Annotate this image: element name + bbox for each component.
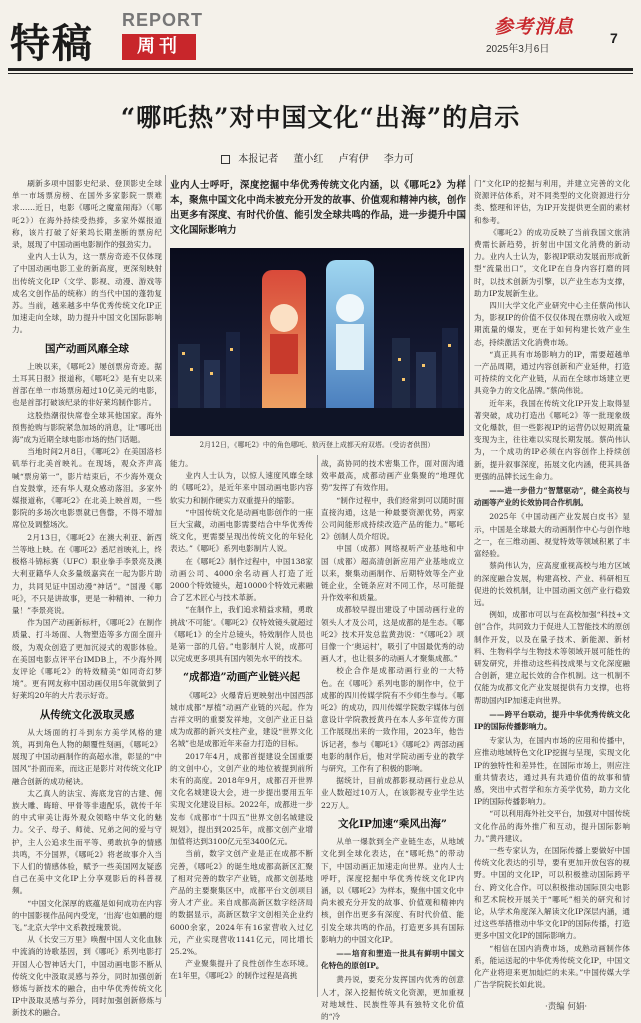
headline: “哪吒热”对中国文化“出海”的启示: [120, 103, 521, 132]
paragraph: 2月13日，《哪吒2》在澳大利亚、新西兰等地上映。在《哪吒2》悉尼首映礼上，终极格斗锦标赛（UFC）职业拳手李景亮及澳大利亚籍华人众多量级嘉宾在一起为影片助力，共同见证中国动漫“神话”。“国漫《哪吒》，不只是讲故事，更是一种精神、一种力量！”李景亮说。: [12, 532, 162, 615]
paragraph: 业内人士认为，这一票房奇迹不仅体现了中国动画电影工业的新高度，更深刻映射出传统文化IP（文学、影视、动漫、游戏等成名文创作品的统称）的当代中国的蓬勃复苏。当前，越来越多中华优秀传统文化IP正加速走向全球，助力提升中国文化国际影响力。: [12, 252, 162, 335]
article-column-3: [321, 458, 464, 1021]
bold-paragraph: ——进一步借力“智慧驱动”，健全高校与动画等产业的长效协同合作机制。: [474, 486, 630, 508]
paragraph: 能力。: [170, 459, 193, 468]
paragraph: “在制作上，我们追求精益求精，勇敢挑战‘不可能’。《哪吒2》仅特效镜头就超过《哪吒1》的全片总镜头，特效制作人员也是第一部的几倍。”电影制片人说，成都可以完成更多项具有国内领先水平的技术。: [170, 605, 313, 664]
paragraph: 在《哪吒2》制作过程中，中国138家动画公司、4000余名动画人打造了近2000个特效镜头，超10000个特效元素融合了艺术匠心与技术革新。: [170, 556, 313, 603]
bold-paragraph: ——跨平台联动，提升中华优秀传统文化IP的国际传播影响力。: [474, 709, 630, 731]
weekly-badge: 周刊: [122, 34, 196, 60]
paragraph: 2025年《中国动画产业发展白皮书》显示，中国是全球最大的动画制作中心与创作地之一，在三维动画、视觉特效等领域积累了丰富经验。: [474, 512, 630, 559]
photo-caption: 2月12日，《哪吒2》中的角色哪吒、敖丙登上成都天府双塔。（受访者供图）: [199, 441, 435, 449]
paragraph: 战，高协同的技术密集工作，面对面沟通效率最高，成都动画产业集聚的“地理优势”发挥了有效作用。: [321, 459, 464, 493]
report-label: REPORT: [122, 10, 204, 30]
paragraph: 从《长安三万里》唤醒中国人文化血脉中流淌的诗歌基因，到《哪吒》系列电影打开国人心智神话大门，中国动画电影不断从传统文化中汲取灵感与养分，同时加强创新修炼与新技术的融合，由中华优秀传统文化IP中汲取灵感与养分，同时加强创新修炼与新技术的融合。: [12, 935, 162, 1018]
paragraph: 从大场面的打斗到东方美学风格的建筑，再到角色人物的颠覆性刻画，《哪吒2》展现了中国动画制作的高超水准，彰显的“中国风”扑面而来，而这正是影片对传统文化IP融合创新的成功秘诀。: [12, 727, 162, 786]
subheading: “成都造”动画产业链兴起: [182, 671, 301, 684]
editor-signature: ·责编 何娟·: [545, 1002, 588, 1012]
paragraph: 从单一爆款到全产业链生态，从地域文化到全球化表达，在“哪吒热”的带动下，中国动画正加速走向世界。业内人士呼吁，深度挖掘中华优秀传统文化IP内涵，以《哪吒2》为样本，聚焦中国文化中尚未被充分开发的故事、价值观和精神内核，创作出更多有深度、有时代价值、能引发全球共鸣的作品，打造更多具有国际影响力的中国文化IP。: [321, 837, 464, 944]
byline: [0, 150, 641, 165]
paragraph: “中国文化深厚的底蕴是如何成功在内容的中国影视作品间内受宠，‘出海’也如鹏的翅飞。”北京大学中文系教授瑰景说。: [12, 898, 162, 932]
article-column-2: [170, 458, 313, 993]
paragraph: 校企合作是成都动画行业的一大特色。在《哪吒》系列电影的制作中，位于成都的四川传媒学院有不少师生参与。《哪吒2》的成功，四川传媒学院数字媒体与创意设计学院教授黄丹在本人多年宣传方面工作展现出来的一致作用，2023年，他告诉记者，参与《哪吒1》《哪吒2》两部动画电影的制作后，他对学院动画专业的教学与研究，工作有了积极的影响。: [321, 666, 464, 774]
column-divider: [165, 175, 166, 997]
paragraph: 近年来，我国在传统文化IP开发上取得显著突破，成功打造出《哪吒2》等一批现象级文化爆款，但一些影视IP的运营仍以短期流量变现为主，往往难以实现长期发展。蔡尚伟认为，一个成功的IP必须在内容创作上持续创新，提升叙事深度，拓展文化内涵，使其具备更强的品牌长远生命力。: [474, 398, 630, 481]
paragraph: 门”文化IP的挖掘与利用，并建立完善的文化资源评估体系，对不同类型的文化资源进行分类、整理和评估，为IP开发提供更全面的素材和参考。: [474, 179, 630, 225]
subheading: 从传统文化汲取灵感: [39, 708, 135, 721]
paragraph: “真正具有市场影响力的IP，需要超越单一产品周期，通过内容创新和产业延伸，打造可持续的文化产业链，从而在全球市场建立更具竞争力的文化品牌。”蔡尚伟说。: [474, 349, 630, 396]
paragraph: 作为国产动画新标杆，《哪吒2》在制作质量、打斗场面、人物塑造等多方面全面升级，为观众创造了更加沉浸式的观影体验。在美国电影点评平台IMDB上，不少海外网友评论《哪吒2》的特效精美“如同奇幻梦境”。更有网友称中国动画仅用5年就做到了好莱坞20年的大片表示好奇。: [12, 618, 162, 701]
masthead-rule-thick: [8, 68, 633, 71]
byline-square-icon: [221, 155, 230, 164]
byline-prefix: 本报记者: [238, 154, 279, 165]
paragraph: 2017年4月，成都首提建设全国重要的文创中心，文创产业的地位被提到前所未有的高度。2018年9月，成都召开世界文化名城建设大会，进一步提出要用五年实现文化建设目标。2022年，成都进一步发布《成都市“十四五”世界文创名城建设规划》，提出到2025年，成都文创产业增加值将达到3100亿元至3400亿元。: [170, 751, 313, 847]
paragraph: 业内人士认为，以惊人速度风靡全球的《哪吒2》，是近年来中国动画电影内容软实力和制作硬实力双重提升的缩影。: [170, 471, 313, 505]
paragraph: 这股热潮很快席卷全球其他国家。海外预售抢购与影院紧急加场的消息，让“哪吒出海”成为近期全球电影市场的热门话题。: [12, 410, 162, 445]
article-photo: [170, 248, 464, 436]
paragraph: “可以利用海外社交平台，加强对中国传统文化作品的海外推广和互动，提升国际影响力。”黄丹建议。: [474, 809, 630, 843]
paragraph: 《哪吒2》的成功反映了当前我国文旅消费需长新趋势，折射出中国文化消费的新动力。业内人士认为，影视IP联动发展而形成新型“流量出口”，文化IP在自身内容打磨的同时，以技术创新为引擎，以产业生态为支撑，助力IP发展新生业。: [474, 227, 630, 298]
paragraph: 专家认为，在国内市场的应用和传播中，应推动地域特色文化IP挖掘与呈现，实现文化IP的独特性和差异性，在国际市场上，则应注重共情表达，通过具有共通价值的故事和情感，突出中式哲学和东方美学优势，助力文化IP的国际传播影响力。: [474, 736, 630, 807]
author: 卢宥伊: [338, 154, 369, 165]
article-column-4: [474, 178, 630, 993]
paragraph: 产业聚集提升了良性创作生态环境。在1年里，《哪吒2》的制作过程是高挑: [170, 959, 313, 981]
author: 董小红: [293, 154, 324, 165]
author: 李力可: [383, 154, 414, 165]
paragraph: 据统计，目前成都影视动画行业总从业人数超过10万人，在该影视专业学生达22万人。: [321, 776, 464, 810]
column-divider: [317, 455, 318, 997]
subheading: 国产动画风靡全球: [45, 342, 129, 355]
lead-summary: 业内人士呼吁，深度挖掘中华优秀传统文化内涵，以《哪吒2》为样本，聚焦中国文化中尚未被充分开发的故事、价值观和精神内核，创作出更多有深度、有时代价值、能引发全球共鸣的作品，进一步提升中国文化国际影响力: [170, 180, 466, 236]
masthead: [0, 0, 641, 88]
paragraph: 四川大学文化产业研究中心主任蔡尚伟认为，影视IP的价值不仅仅体现在票房收入或短期流量的爆发，更在于如何构建长效产业生态，持续激活文化消费市场。: [474, 301, 630, 347]
paragraph: 上映以来，《哪吒2》屡创票房奇迹。据土耳其日报》报道称，《哪吒2》是有史以来首部在单一市场票房超过10亿美元的电影，也是首部打破该纪录的非好莱坞制作影片。: [12, 361, 162, 408]
article-column-1: [12, 178, 162, 1018]
paragraph: “相信在国内消费市场，成熟动画制作体系，能运送起的中华优秀传统文化IP，中国文化产业将迎来更加灿烂的未来。”中国传媒大学广告学院院长如此说。: [474, 943, 630, 990]
paragraph: 蔡尚伟认为，应高度重视高校与地方区域的深度融合发展，构建高校、产业、科研相互促进的长效机制，让中国动画文创产业行稳致远。: [474, 561, 630, 607]
paper-logo: 参考消息: [494, 16, 575, 38]
page-number: 7: [610, 30, 618, 46]
chengdu-towers-illustration: [170, 248, 464, 436]
paragraph: 一些专家认为，在国际传播上要做好中国传统文化表达的引导，要有更加开放包容的视野。中国的文化IP，可以积极推动国际跨平台、跨文化合作。可以积极推动国际顶尖电影和艺术院校开展关于“哪吒”相关的研究和讨论，从学术角度深入解读文化IP深层内涵，通过这些举措推动中华文化IP的国际传播，打造更多中国文化IP的国际影响力。: [474, 845, 630, 941]
paragraph: “制作过程中，我们经常到可以随时面直接沟通，这是一种最要资源优势，两家公司间能形成持续改造产品的能力。”哪吒2》创制人员介绍说。: [321, 495, 464, 542]
paragraph: 太乙真人的法宝、海底龙宫的古建、佣族大雕、晦暗、甲骨等非遗配乐，就传千年的中式审美让海外观众领略中华文化的魅力。父子、母子、师徒、兄弟之间的爱与守护，主人公追求生而平等、勇敢抗争的情感共鸣，不分国界，《哪吒2》将老故事介入当下人们的情感体验，赋予一些美国网友疑惑自己在美中文化IP上分享观影后的科普视频。: [12, 788, 162, 896]
paragraph: 黄丹说，要充分发挥国内优秀的创意人才，深入挖掘传统文化资源，更加重视对地域性、民族性等具有独特文化价值的“冷: [321, 975, 464, 1021]
paragraph: 《哪吒2》火爆背后更映射出中国西部城市成都“厚植”动画产业链的兴起。作为吉祥文明的重要发祥地，文创产业正日益成为成都的新兴支柱产业，建设“世界文化名城”也是成都近年来奋力打造的目标。: [170, 690, 313, 749]
masthead-rule-thin: [8, 73, 633, 74]
paragraph: 成都较早提出建设了中国动画行业的领头人才及公司，这是成都的是生态。《哪吒2》技术开发总监黄劲说：“《哪吒2》项目像一个‘奥运村’，吸引了中国最优秀的动画人才，也让很多的动画人才聚集成都。”: [321, 605, 464, 664]
paragraph: 例如，成都市可以与在高校加强“科技+文创”合作，共同致力于促进人工智能技术的原创制作开发，以及在量子技术、新能源、新材料、生物科学与生物技术等领域开展可能性的研发研究，并推动这些科技成果与文化深度融合创新，建立起长效的合作机制。这一机制不仅能为成都文化产业发展提供有力支撑，也将帮助国内IP加速走向世界。: [474, 610, 630, 705]
subheading: 文化IP加速“乘风出海”: [338, 817, 447, 830]
paragraph: 当地时间2月8日，《哪吒2》在美国洛杉矶举行北美首映礼。在现场，观众齐声高喊“票房第一”，影片结束后，不少海外观众自发鼓掌，还有华人观众感动落泪。多家外媒报道称，《哪吒2》在北美上映首周，一些影院的多场次电影票就已售罄，不得不增加席位及调整场次。: [12, 447, 162, 530]
section-title: 特稿: [10, 20, 94, 67]
paragraph: 当前，数字文创产业是正在成都不断完善，《哪吒2》的诞生地成都高新区汇聚了相对完善的数字产业链，成都文创基地产品的主要聚集区中，成都平台文创项目旁人才产业。来自成都高新区数字经济局的数据显示，高新区数字文创相关企业约6000余家，2024年有16家营收入过亿元，产业实现营收1141亿元，同比增长25.2%。: [170, 849, 313, 956]
paragraph: “中国传统文化是动画电影创作的一座巨大宝藏，动画电影需要结合中华优秀传统文化，更需要呈现出传统文化的年轻化表达。”《哪吒》系列电影制片人说。: [170, 507, 313, 554]
paragraph: 中国（成都）网络视听产业基地和中国（成都）超高清创新应用产业基地成立以来，聚集动画制作、后期特效等全产业链企业，全链条应对不同工作，尽可能提升作效率和质量。: [321, 544, 464, 603]
paragraph: 刷新多项中国影史纪录、登顶影史全球单一市场票房榜、在国外多家影院一票难求……近日，电影《哪吒之魔童闹海》（《哪吒2》）在海外持续受热捧，多家外媒报道称，该片打破了好莱坞长期垄断的票房纪录，展现了中国动画电影制作的强劲实力。: [12, 179, 162, 250]
column-divider: [469, 175, 470, 997]
issue-date: 2025年3月6日: [486, 44, 550, 55]
bold-paragraph: ——培育和塑造一批具有鲜明中国文化特色的原创IP。: [321, 948, 464, 971]
